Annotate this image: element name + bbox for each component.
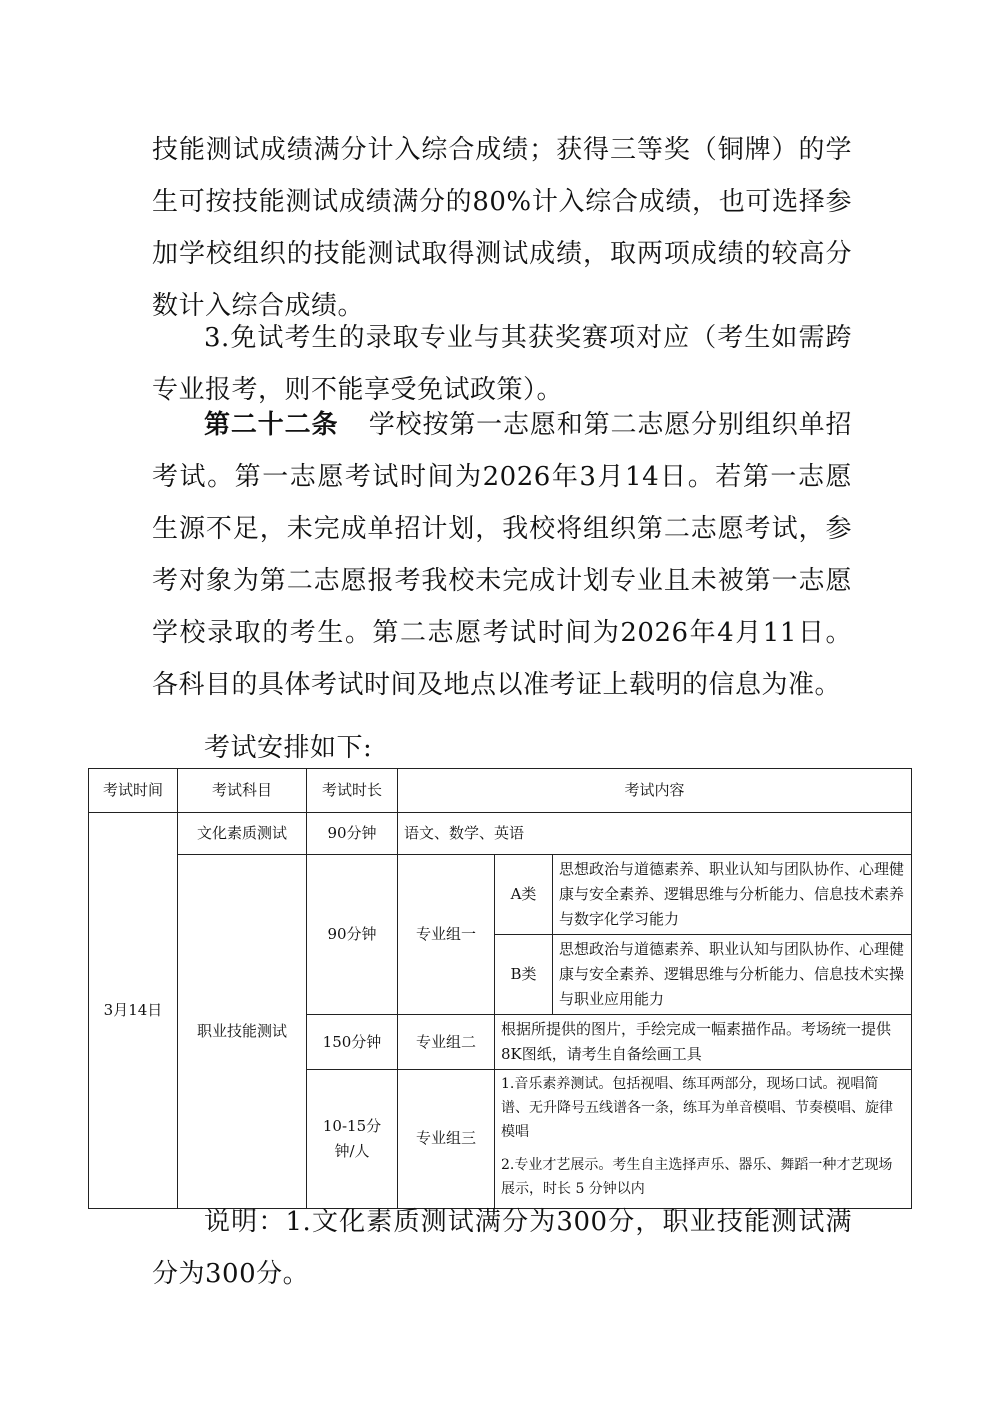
group1-duration: 90分钟 [307,855,398,1015]
exam-schedule-table [88,768,912,1209]
group1-a-content: 思想政治与道德素养、职业认知与团队协作、心理健康与安全素养、逻辑思维与分析能力、信息技术素养与数字化学习能力 [553,855,912,935]
culture-duration: 90分钟 [307,813,398,855]
note-paragraph: 说明：1.文化素质测试满分为300分，职业技能测试满分为300分。 [152,1207,852,1289]
group1-a-label: A类 [495,855,553,935]
culture-content: 语文、数学、英语 [398,813,912,855]
group1-name: 专业组一 [398,855,495,1015]
paragraph-award-scoring: 技能测试成绩满分计入综合成绩；获得三等奖（铜牌）的学生可按技能测试成绩满分的80%计入综合成绩，也可选择参加学校组织的技能测试取得测试成绩，取两项成绩的较高分数计入综合成绩。 [152,135,852,321]
header-content: 考试内容 [398,769,912,813]
group3-name: 专业组三 [398,1070,495,1209]
table-header-row [89,769,912,813]
group3-content-music: 1.音乐素养测试。包括视唱、练耳两部分，现场口试。视唱简谱、无升降号五线谱各一条，练耳为单音模唱、节奏模唱、旋律模唱 [495,1070,912,1147]
paragraph-article-22 [152,399,852,711]
table-row [89,813,912,855]
group3-duration: 10-15分钟/人 [307,1070,398,1209]
group1-b-content: 思想政治与道德素养、职业认知与团队协作、心理健康与安全素养、逻辑思维与分析能力、信息技术实操与职业应用能力 [553,935,912,1015]
header-time: 考试时间 [89,769,178,813]
group3-content-talent: 2.专业才艺展示。考生自主选择声乐、器乐、舞蹈一种才艺现场展示，时长 5 分钟以内 [495,1146,912,1208]
article-title: 第二十二条 [204,410,339,440]
group2-duration: 150分钟 [307,1015,398,1070]
article-text: 学校按第一志愿和第二志愿分别组织单招考试。第一志愿考试时间为2026年3月14日。若第一志愿生源不足，未完成单招计划，我校将组织第二志愿考试，参考对象为第二志愿报考我校未完成计划专业且未被第一志愿学校录取的考生。第二志愿考试时间为2026年4月11日。各科目的具体考试时间及地点以准考证上载明的信息为准。 [152,410,852,700]
group1-b-label: B类 [495,935,553,1015]
paragraph-exemption-major: 3.免试考生的录取专业与其获奖赛项对应（考生如需跨专业报考，则不能享受免试政策）。 [152,323,852,405]
skill-subject: 职业技能测试 [178,855,307,1209]
header-duration: 考试时长 [307,769,398,813]
group2-name: 专业组二 [398,1015,495,1070]
table-row [89,855,912,935]
header-subject: 考试科目 [178,769,307,813]
group2-content: 根据所提供的图片，手绘完成一幅素描作品。考场统一提供8K图纸，请考生自备绘画工具 [495,1015,912,1070]
exam-date: 3月14日 [89,813,178,1209]
table-intro: 考试安排如下: [204,733,373,763]
culture-subject: 文化素质测试 [178,813,307,855]
